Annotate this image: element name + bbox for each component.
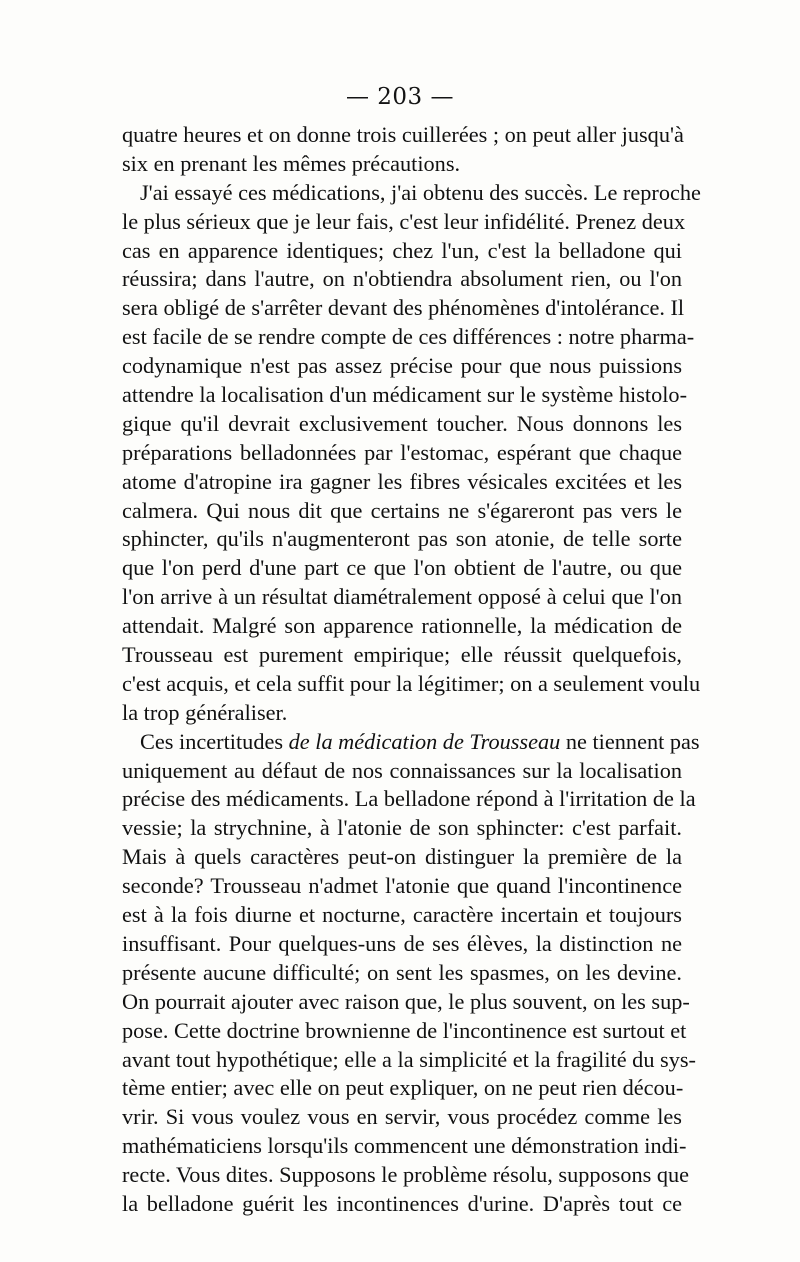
text-line: préparations belladonnées par l'estomac, espérant que chaque [122,439,682,465]
text-run: ne tiennent pas [560,728,700,754]
text-line: le plus sérieux que je leur fais, c'est leur infidélité. Prenez deux [122,208,686,234]
text-line: présente aucune difficulté; on sent les spasmes, on les devine. [122,959,682,985]
text-line: est facile de se rendre compte de ces différences : notre pharma- [122,324,695,350]
text-line: sphincter, qu'ils n'augmenteront pas son atonie, de telle sorte [122,526,682,552]
text-line: la belladone guérit les incontinences d'urine. D'après tout ce [122,1190,682,1216]
text-line-with-italic [122,728,700,757]
text-line: réussira; dans l'autre, on n'obtiendra absolument rien, ou l'on [122,266,682,292]
text-line: avant tout hypothétique; elle a la simplicité et la fragilité du sys- [122,1046,696,1072]
paragraph [122,728,700,1219]
text-line: insuffisant. Pour quelques-uns de ses élèves, la distinction ne [122,930,682,956]
text-line: attendait. Malgré son apparence rationnelle, la médication de [122,613,682,639]
italic-phrase: de la médication de Trousseau [288,728,561,754]
text-line: cas en apparence identiques; chez l'un, c'est la belladone qui [122,237,682,263]
text-line: On pourrait ajouter avec raison que, le plus souvent, on les sup- [122,988,690,1014]
text-line: Mais à quels caractères peut-on distinguer la première de la [122,844,682,870]
text-line: vessie; la strychnine, à l'atonie de son sphincter: c'est parfait. [122,815,682,841]
text-line: que l'on perd d'une part ce que l'on obtient de l'autre, ou que [122,555,682,581]
text-line: quatre heures et on donne trois cuillerées ; on peut aller jusqu'à [122,122,684,147]
paragraph [122,179,701,728]
text-line: seconde? Trousseau n'admet l'atonie que quand l'incontinence [122,873,682,899]
text-line: pose. Cette doctrine brownienne de l'incontinence est surtout et [122,1017,687,1043]
text-line: gique qu'il devrait exclusivement toucher. Nous donnons les [122,410,682,436]
text-line: mathématiciens lorsqu'ils commencent une démonstration indi- [122,1133,687,1159]
text-line: Trousseau est purement empirique; elle réussit quelquefois, [122,642,682,668]
body-text [122,121,701,1219]
text-line: codynamique n'est pas assez précise pour que nous puissions [122,353,682,379]
text-line: la trop généraliser. [122,699,288,725]
text-line: J'ai essayé ces médications, j'ai obtenu des succès. Le reproche [140,179,701,205]
page-number: — 203 — [345,84,455,110]
text-line: calmera. Qui nous dit que certains ne s'égareront pas vers le [122,497,682,523]
text-line: attendre la localisation d'un médicament sur le système histolo- [122,382,687,408]
text-line: précise des médicaments. La belladone répond à l'irritation de la [122,786,696,812]
text-line: est à la fois diurne et nocturne, caractère incertain et toujours [122,902,682,928]
text-line: sera obligé de s'arrêter devant des phénomènes d'intolérance. Il [122,295,685,321]
text-line: uniquement au défaut de nos connaissances sur la localisation [122,757,682,783]
text-line: tème entier; avec elle on peut expliquer, on ne peut rien décou- [122,1075,684,1101]
text-line: recte. Vous dites. Supposons le problème résolu, supposons que [122,1162,690,1188]
text-line: c'est acquis, et cela suffit pour la légitimer; on a seulement voulu [122,670,701,696]
text-run: Ces incertitudes [140,728,289,754]
text-line: atome d'atropine ira gagner les fibres vésicales excitées et les [122,468,682,494]
text-line: l'on arrive à un résultat diamétralement opposé à celui que l'on [122,584,682,610]
text-line: six en prenant les mêmes précautions. [122,150,461,176]
paragraph [122,121,682,179]
text-line: vrir. Si vous voulez vous en servir, vous procédez comme les [122,1104,682,1130]
